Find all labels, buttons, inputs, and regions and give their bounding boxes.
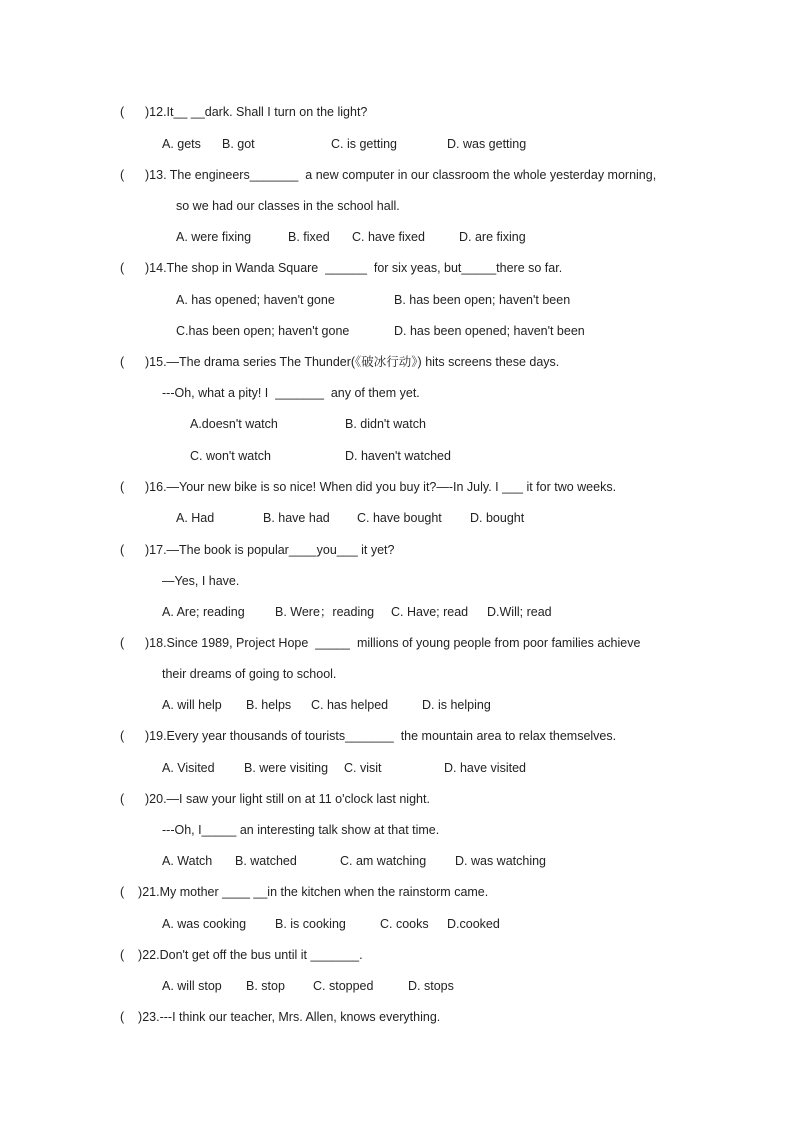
question-19-stem: ( )19.Every year thousands of tourists_______ the mountain area to relax themselves. [120, 729, 617, 743]
question-17-stem: ( )17.—The book is popular____you___ it yet? [120, 543, 395, 557]
q14-option-d: D. has been opened; haven't been [394, 324, 585, 338]
q14-option-c: C.has been open; haven't gone [176, 324, 350, 338]
q15-option-c: C. won't watch [190, 449, 271, 463]
q16-option-d: D. bought [470, 511, 525, 525]
q12-option-b: B. got [222, 137, 255, 151]
q14-option-b: B. has been open; haven't been [394, 293, 571, 307]
q13-option-a: A. were fixing [176, 230, 252, 244]
q15-option-a: A.doesn't watch [190, 417, 278, 431]
question-18-stem: ( )18.Since 1989, Project Hope _____ millions of young people from poor families achieve [120, 636, 641, 650]
q12-option-a: A. gets [162, 137, 201, 151]
q22-option-c: C. stopped [313, 979, 374, 993]
q20-option-d: D. was watching [455, 854, 547, 868]
q13-option-d: D. are fixing [459, 230, 526, 244]
q18-option-b: B. helps [246, 698, 292, 712]
question-14-stem: ( )14.The shop in Wanda Square ______ for six yeas, but_____there so far. [120, 261, 563, 275]
q17-option-a: A. Are; reading [162, 605, 245, 619]
q15-option-d: D. haven't watched [345, 449, 451, 463]
q20-option-a: A. Watch [162, 854, 213, 868]
q22-option-b: B. stop [246, 979, 285, 993]
q12-option-c: C. is getting [331, 137, 398, 151]
q21-option-d: D.cooked [447, 917, 500, 931]
question-16-stem: ( )16.—Your new bike is so nice! When did you buy it?—-In July. I ___ it for two weeks. [120, 480, 617, 494]
q18-option-c: C. has helped [311, 698, 389, 712]
q15-option-b: B. didn't watch [345, 417, 426, 431]
q16-option-a: A. Had [176, 511, 215, 525]
q19-option-b: B. were visiting [244, 761, 329, 775]
q20-option-b: B. watched [235, 854, 297, 868]
question-20-reply: ---Oh, I_____ an interesting talk show at that time. [162, 823, 440, 837]
q19-option-a: A. Visited [162, 761, 215, 775]
q19-option-c: C. visit [344, 761, 382, 775]
q16-option-c: C. have bought [357, 511, 442, 525]
question-13-stem: ( )13. The engineers_______ a new computer in our classroom the whole yesterday morning, [120, 168, 657, 182]
q21-option-b: B. is cooking [275, 917, 346, 931]
q17-option-c: C. Have; read [391, 605, 469, 619]
question-20-stem: ( )20.—I saw your light still on at 11 o'clock last night. [120, 792, 430, 806]
q18-option-d: D. is helping [422, 698, 491, 712]
q12-option-d: D. was getting [447, 137, 527, 151]
question-12-stem: ( )12.It__ __dark. Shall I turn on the light? [120, 105, 368, 119]
q22-option-a: A. will stop [162, 979, 222, 993]
question-13-continuation: so we had our classes in the school hall. [176, 199, 400, 213]
q19-option-d: D. have visited [444, 761, 526, 775]
question-21-stem: ( )21.My mother ____ __in the kitchen when the rainstorm came. [120, 885, 489, 899]
q21-option-c: C. cooks [380, 917, 429, 931]
q20-option-c: C. am watching [340, 854, 427, 868]
q18-option-a: A. will help [162, 698, 222, 712]
q21-option-a: A. was cooking [162, 917, 247, 931]
q13-option-b: B. fixed [288, 230, 330, 244]
question-15-stem: ( )15.—The drama series The Thunder(《破冰行动》) hits screens these days. [120, 355, 560, 369]
q17-option-d: D.Will; read [487, 605, 552, 619]
question-23-stem: ( )23.---I think our teacher, Mrs. Allen, knows everything. [120, 1010, 441, 1024]
q14-option-a: A. has opened; haven't gone [176, 293, 335, 307]
question-15-reply: ---Oh, what a pity! I _______ any of them yet. [162, 386, 420, 400]
question-18-continuation: their dreams of going to school. [162, 667, 337, 681]
q17-option-b: B. Were；reading [275, 605, 375, 619]
question-22-stem: ( )22.Don't get off the bus until it _______. [120, 948, 363, 962]
question-17-reply: —Yes, I have. [162, 574, 240, 588]
q22-option-d: D. stops [408, 979, 454, 993]
q13-option-c: C. have fixed [352, 230, 425, 244]
q16-option-b: B. have had [263, 511, 330, 525]
